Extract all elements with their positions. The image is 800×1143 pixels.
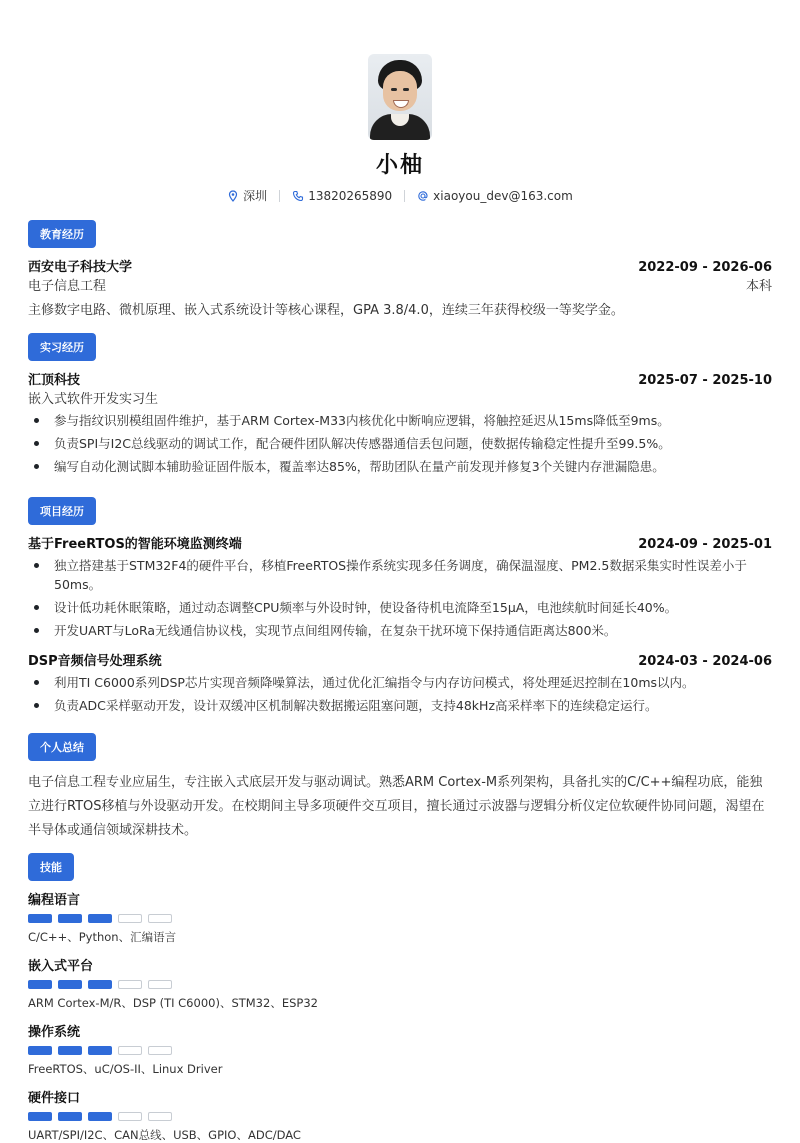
school-name: 西安电子科技大学 — [28, 260, 133, 275]
project-bullets — [28, 673, 772, 715]
skill-level-segment — [148, 1046, 172, 1055]
project-header-row — [28, 533, 772, 552]
location-text: 深圳 — [243, 189, 268, 203]
list-item: 编写自动化测试脚本辅助验证固件版本，覆盖率达85%，帮助团队在量产前发现并修复3个关键内存泄漏隐患。 — [28, 457, 772, 476]
contact-email — [417, 189, 573, 203]
section-badge-summary: 个人总结 — [28, 733, 96, 761]
skill-level-segment — [58, 1112, 82, 1121]
skill-level-bars — [28, 914, 772, 923]
candidate-name: 小柚 — [375, 153, 424, 178]
skill-name: 编程语言 — [28, 893, 81, 908]
contact-phone — [292, 189, 392, 203]
list-item: 独立搭建基于STM32F4的硬件平台，移植FreeRTOS操作系统实现多任务调度，确保温湿度、PM2.5数据采集实时性误差小于50ms。 — [28, 556, 772, 594]
skill-level-segment — [118, 914, 142, 923]
location-pin-icon — [227, 190, 239, 202]
skill-level-segment — [28, 914, 52, 923]
project-bullets — [28, 556, 772, 640]
skill-level-bars — [28, 1046, 772, 1055]
skill-level-bars — [28, 1112, 772, 1121]
skill-name: 硬件接口 — [28, 1091, 81, 1106]
section-badge-skills: 技能 — [28, 853, 74, 881]
skill-level-segment — [28, 1046, 52, 1055]
list-item: 利用TI C6000系列DSP芯片实现音频降噪算法，通过优化汇编指令与内存访问模式，将处理延迟控制在10ms以内。 — [28, 673, 772, 692]
list-item: 开发UART与LoRa无线通信协议栈，实现节点间组网传输，在复杂干扰环境下保持通信距离达800米。 — [28, 621, 772, 640]
resume-header — [0, 54, 800, 204]
job-role: 嵌入式软件开发实习生 — [28, 392, 159, 407]
skill-level-segment — [58, 1046, 82, 1055]
skill-level-segment — [118, 1046, 142, 1055]
profile-photo — [368, 54, 432, 140]
list-item: 负责SPI与I2C总线驱动的调试工作，配合硬件团队解决传感器通信丢包问题，使数据传输稳定性提升至99.5%。 — [28, 434, 772, 453]
education-summary: 主修数字电路、微机原理、嵌入式系统设计等核心课程，GPA 3.8/4.0，连续三年获得校级一等奖学金。 — [28, 303, 624, 318]
skill-item — [28, 955, 772, 1011]
skill-description: C/C++、Python、汇编语言 — [28, 930, 177, 944]
skill-level-segment — [28, 980, 52, 989]
email-text[interactable]: xiaoyou_dev@163.com — [433, 188, 573, 203]
skill-description: FreeRTOS、uC/OS-II、Linux Driver — [28, 1062, 223, 1076]
section-badge-education: 教育经历 — [28, 220, 96, 248]
skill-level-segment — [28, 1112, 52, 1121]
projects-section — [28, 497, 772, 719]
skill-level-segment — [88, 980, 112, 989]
skill-name: 嵌入式平台 — [28, 959, 94, 974]
internship-section — [28, 333, 772, 480]
education-header-row — [28, 256, 772, 275]
skill-level-segment — [118, 980, 142, 989]
education-dates: 2022-09 - 2026-06 — [638, 260, 772, 275]
contact-divider — [404, 190, 405, 202]
skill-level-segment — [58, 914, 82, 923]
skill-level-segment — [88, 914, 112, 923]
skill-level-segment — [148, 980, 172, 989]
skill-level-segment — [88, 1046, 112, 1055]
education-sub-row — [28, 275, 772, 294]
internship-dates: 2025-07 - 2025-10 — [638, 373, 772, 388]
skill-name: 操作系统 — [28, 1025, 81, 1040]
contact-row — [0, 187, 800, 204]
phone-icon — [292, 190, 304, 202]
skill-item — [28, 889, 772, 945]
education-section — [28, 220, 772, 321]
project-title: 基于FreeRTOS的智能环境监测终端 — [28, 537, 242, 552]
skill-level-segment — [58, 980, 82, 989]
contact-divider — [279, 190, 280, 202]
company-name: 汇顶科技 — [28, 373, 81, 388]
summary-section — [28, 733, 772, 843]
skill-level-segment — [118, 1112, 142, 1121]
list-item: 负责ADC采样驱动开发，设计双缓冲区机制解决数据搬运阻塞问题，支持48kHz高采样率下的连续稳定运行。 — [28, 696, 772, 715]
list-item: 参与指纹识别模组固件维护，基于ARM Cortex-M33内核优化中断响应逻辑，将触控延迟从15ms降低至9ms。 — [28, 411, 772, 430]
phone-text[interactable]: 13820265890 — [308, 188, 393, 203]
skills-section — [28, 853, 772, 1143]
skill-level-segment — [148, 1112, 172, 1121]
skills-list — [28, 889, 772, 1143]
section-badge-projects: 项目经历 — [28, 497, 96, 525]
section-badge-internship: 实习经历 — [28, 333, 96, 361]
major-name: 电子信息工程 — [28, 279, 107, 294]
at-sign-icon — [417, 190, 429, 202]
skill-level-segment — [88, 1112, 112, 1121]
degree-name: 本科 — [745, 279, 772, 294]
skill-level-bars — [28, 980, 772, 989]
project-title: DSP音频信号处理系统 — [28, 654, 162, 669]
list-item: 设计低功耗休眠策略，通过动态调整CPU频率与外设时钟，使设备待机电流降至15μA，电池续航时间延长40%。 — [28, 598, 772, 617]
skill-description: ARM Cortex-M/R、DSP (TI C6000)、STM32、ESP32 — [28, 996, 318, 1010]
contact-location — [227, 187, 267, 204]
skill-level-segment — [148, 914, 172, 923]
internship-header-row — [28, 369, 772, 388]
project-dates: 2024-03 - 2024-06 — [638, 654, 772, 669]
internship-bullets — [28, 411, 772, 476]
skill-item — [28, 1021, 772, 1077]
project-dates: 2024-09 - 2025-01 — [638, 537, 772, 552]
skill-item — [28, 1087, 772, 1143]
project-header-row — [28, 650, 772, 669]
skill-description: UART/SPI/I2C、CAN总线、USB、GPIO、ADC/DAC — [28, 1128, 301, 1142]
summary-text: 电子信息工程专业应届生，专注嵌入式底层开发与驱动调试。熟悉ARM Cortex-M系列架构，具备扎实的C/C++编程功底，能独立进行RTOS移植与外设驱动开发。在校期间主导多项硬件交互项目，擅长通过示波器与逻辑分析仪定位软硬件协同问题，渴望在半导体或通信领域深耕技术。 — [28, 775, 765, 838]
